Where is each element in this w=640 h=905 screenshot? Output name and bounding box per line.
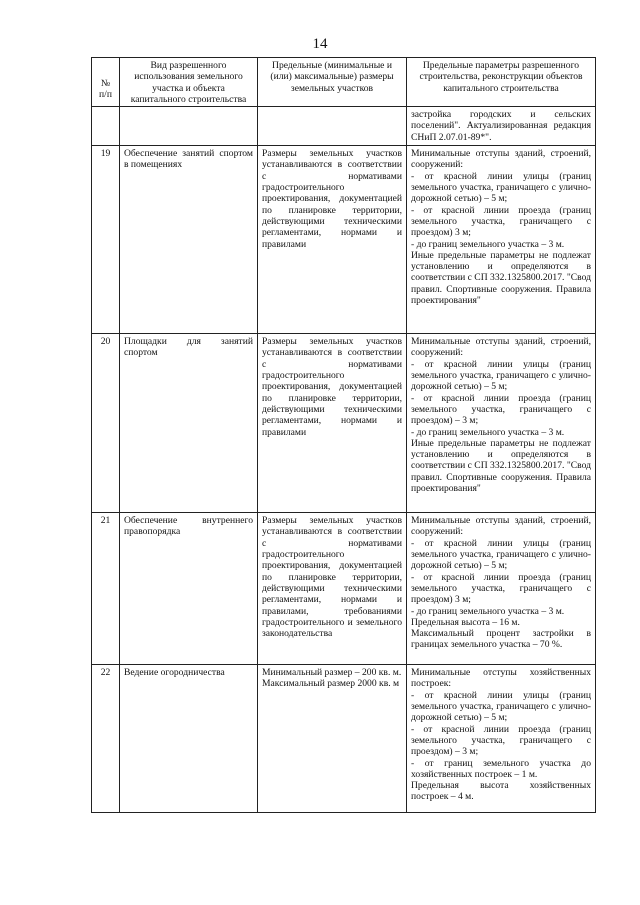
header-plot-sizes: Предельные (минимальные и (или) максимальные) размеры земельных участков — [258, 58, 407, 107]
param-line: - от красной линии проезда (границ земельного участка, граничащего с проездом) – 3 м; — [411, 392, 591, 427]
param-line: - от красной линии улицы (границ земельного участка, граничащего с улично-дорожной сетью) – 5 м; — [411, 170, 591, 205]
param-line: Минимальные отступы зданий, строений, сооружений: — [411, 148, 591, 171]
param-line: - от красной линии проезда (границ земельного участка, граничащего с проездом) 3 м; — [411, 571, 591, 606]
plot-size-text: Размеры земельных участков устанавливаются в соответствии с нормативами градостроительного проектирования, документацией по планировке территории, действующими техническими регламентами, нормами и правилами — [262, 148, 402, 250]
table-row — [92, 513, 596, 665]
plot-sizes-cell — [258, 146, 407, 334]
param-line: Иные предельные параметры не подлежат установлению и определяются в соответствии с СП 332.1325800.2017. "Свод правил. Спортивные сооружения. Правила проектирования" — [411, 249, 591, 307]
param-line: - до границ земельного участка – 3 м. — [411, 238, 565, 250]
param-line: Максимальный процент застройки в границах земельного участка – 70 %. — [411, 628, 591, 651]
row-number: 19 — [92, 146, 120, 334]
param-line: Предельная высота – 16 м. — [411, 616, 520, 628]
param-line: Иные предельные параметры не подлежат установлению и определяются в соответствии с СП 332.1325800.2017. "Свод правил. Спортивные сооружения. Правила проектирования" — [411, 437, 591, 495]
params-cell — [407, 513, 596, 665]
plot-size-text: Максимальный размер 2000 кв. м — [262, 678, 400, 690]
header-construction-params: Предельные параметры разрешенного строительства, реконструкции объектов капитального строительства — [407, 58, 596, 107]
params-cell — [407, 146, 596, 334]
param-line: - от красной линии улицы (границ земельного участка, граничащего с улично-дорожной сетью) – 5 м; — [411, 537, 591, 572]
param-line: - от красной линии улицы (границ земельного участка, граничащего с улично-дорожной сетью) – 5 м; — [411, 689, 591, 724]
params-cell — [407, 334, 596, 513]
table-row — [92, 665, 596, 813]
use-type-cell: Обеспечение занятий спортом в помещениях — [120, 146, 258, 334]
row-number: 21 — [92, 513, 120, 665]
param-line: - от границ земельного участка до хозяйственных построек – 1 м. — [411, 757, 591, 780]
use-type-cell: Ведение огородничества — [120, 665, 258, 813]
param-line: - от красной линии проезда (границ земельного участка, граничащего с проездом) 3 м; — [411, 204, 591, 239]
plot-size-text: Минимальный размер – 200 кв. м. — [262, 667, 402, 679]
param-line: - от красной линии улицы (границ земельного участка, граничащего с улично-дорожной сетью) – 5 м; — [411, 358, 591, 393]
param-line: - от красной линии проезда (границ земельного участка, граничащего с проездом) – 3 м; — [411, 723, 591, 758]
param-line: Минимальные отступы хозяйственных построек: — [411, 667, 591, 690]
plot-size-text: Размеры земельных участков устанавливаются в соответствии с нормативами градостроительного проектирования, документацией по планировке территории, действующими техническими регламентами, нормами и правилами, требованиями градостроительного и земельного законодательства — [262, 515, 402, 640]
header-use-type: Вид разрешенного использования земельного участка и объекта капитального строительства — [120, 58, 258, 107]
param-line: - до границ земельного участка – 3 м. — [411, 426, 565, 438]
regulations-table — [91, 57, 596, 813]
page-number: 14 — [312, 36, 328, 52]
row-number: 20 — [92, 334, 120, 513]
table-row — [92, 146, 596, 334]
continuation-row — [92, 107, 596, 146]
use-type-cell: Площадки для занятий спортом — [120, 334, 258, 513]
plot-sizes-cell — [258, 665, 407, 813]
params-cell — [407, 665, 596, 813]
param-line: Минимальные отступы зданий, строений, сооружений: — [411, 515, 591, 538]
param-line: Минимальные отступы зданий, строений, сооружений: — [411, 336, 591, 359]
row-number: 22 — [92, 665, 120, 813]
table-header-row — [92, 58, 596, 107]
plot-sizes-cell — [258, 513, 407, 665]
use-type-cell: Обеспечение внутреннего правопорядка — [120, 513, 258, 665]
plot-size-text: Размеры земельных участков устанавливаются в соответствии с нормативами градостроительного проектирования, документацией по планировке территории, действующими техническими регламентами, нормами и правилами — [262, 336, 402, 438]
continuation-text: застройка городских и сельских поселений". Актуализированная редакция СНиП 2.07.01-89*". — [407, 107, 596, 146]
param-line: - до границ земельного участка – 3 м. — [411, 605, 565, 617]
param-line: Предельная высота хозяйственных построек – 4 м. — [411, 780, 591, 803]
table-row — [92, 334, 596, 513]
plot-sizes-cell — [258, 334, 407, 513]
header-number: № п/п — [92, 58, 120, 107]
